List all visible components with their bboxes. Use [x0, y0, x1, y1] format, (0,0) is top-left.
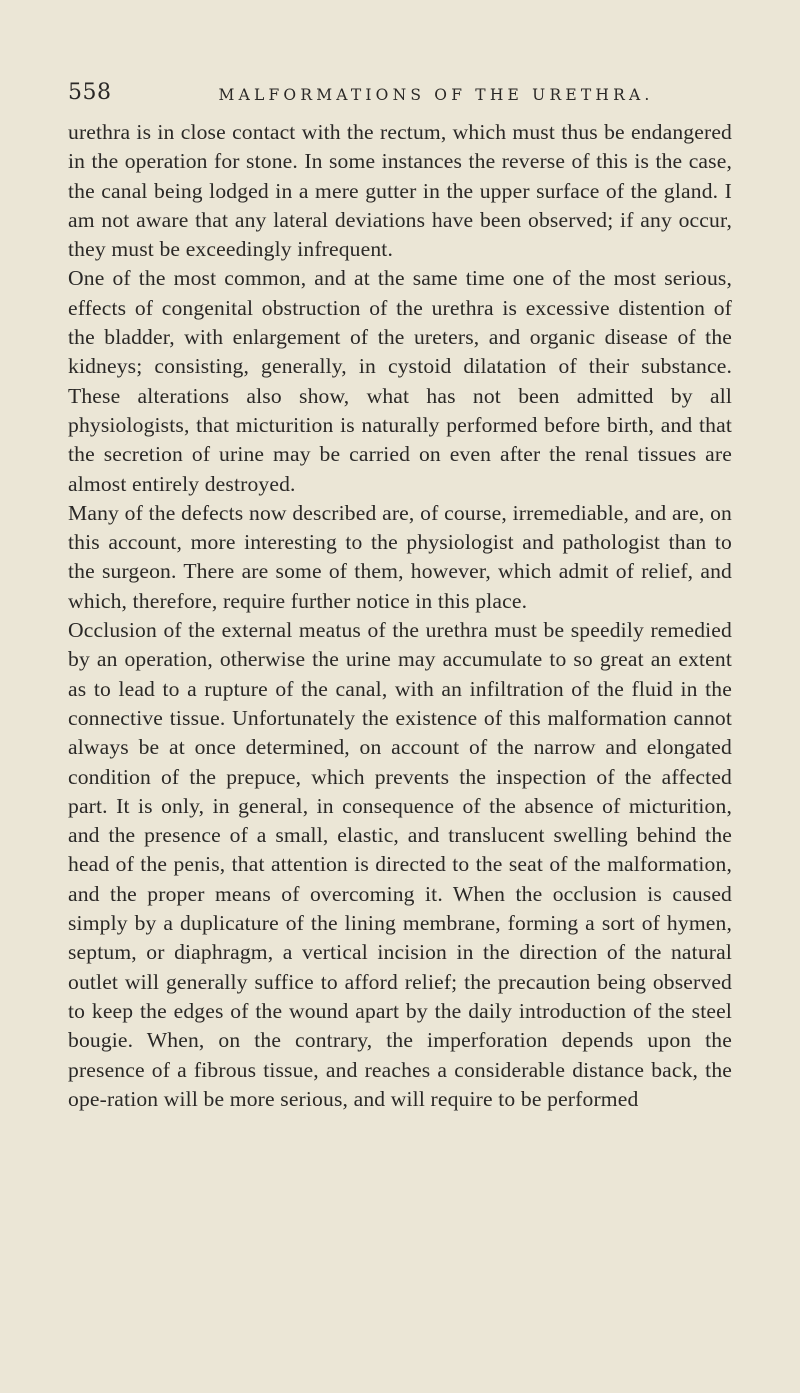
- paragraph-4: Occlusion of the external meatus of the urethra must be speedily remedied by an operation, otherwise the urine may accumulate to so great an extent as to lead to a rupture of the canal, with an infiltration of the fluid in the connective tissue. Unfortunately the existence of this malformation cannot always be at once determined, on account of the narrow and elongated condition of the prepuce, which prevents the inspection of the affected part. It is only, in general, in consequence of the absence of micturition, and the presence of a small, elastic, and translucent swelling behind the head of the penis, that attention is directed to the seat of the malformation, and the proper means of overcoming it. When the occlusion is caused simply by a duplicature of the lining membrane, forming a sort of hymen, septum, or diaphragm, a vertical incision in the direction of the natural outlet will generally suffice to afford relief; the precaution being observed to keep the edges of the wound apart by the daily introduction of the steel bougie. When, on the contrary, the imperforation depends upon the presence of a fibrous tissue, and reaches a considerable distance back, the ope-ration will be more serious, and will require to be performed: [68, 618, 732, 1111]
- body-text: [68, 118, 732, 1114]
- paragraph-1: urethra is in close contact with the rectum, which must thus be endangered in the operation for stone. In some instances the reverse of this is the case, the canal being lodged in a mere gutter in the upper surface of the gland. I am not aware that any lateral deviations have been observed; if any occur, they must be exceedingly infrequent.: [68, 120, 732, 262]
- running-head: MALFORMATIONS OF THE URETHRA.: [218, 86, 654, 104]
- paragraph-3: Many of the defects now described are, of course, irremediable, and are, on this account, more interesting to the physiologist and pathologist than to the surgeon. There are some of them, however, which admit of relief, and which, therefore, require further notice in this place.: [68, 500, 732, 613]
- paragraph-2: One of the most common, and at the same time one of the most serious, effects of congenital obstruction of the urethra is excessive distention of the bladder, with enlargement of the ureters, and organic disease of the kidneys; consisting, generally, in cystoid dilatation of their substance. These alterations also show, what has not been admitted by all physiologists, that micturition is naturally performed before birth, and that the secretion of urine may be carried on even after the renal tissues are almost entirely destroyed.: [68, 266, 732, 496]
- page-number: 558: [68, 80, 112, 105]
